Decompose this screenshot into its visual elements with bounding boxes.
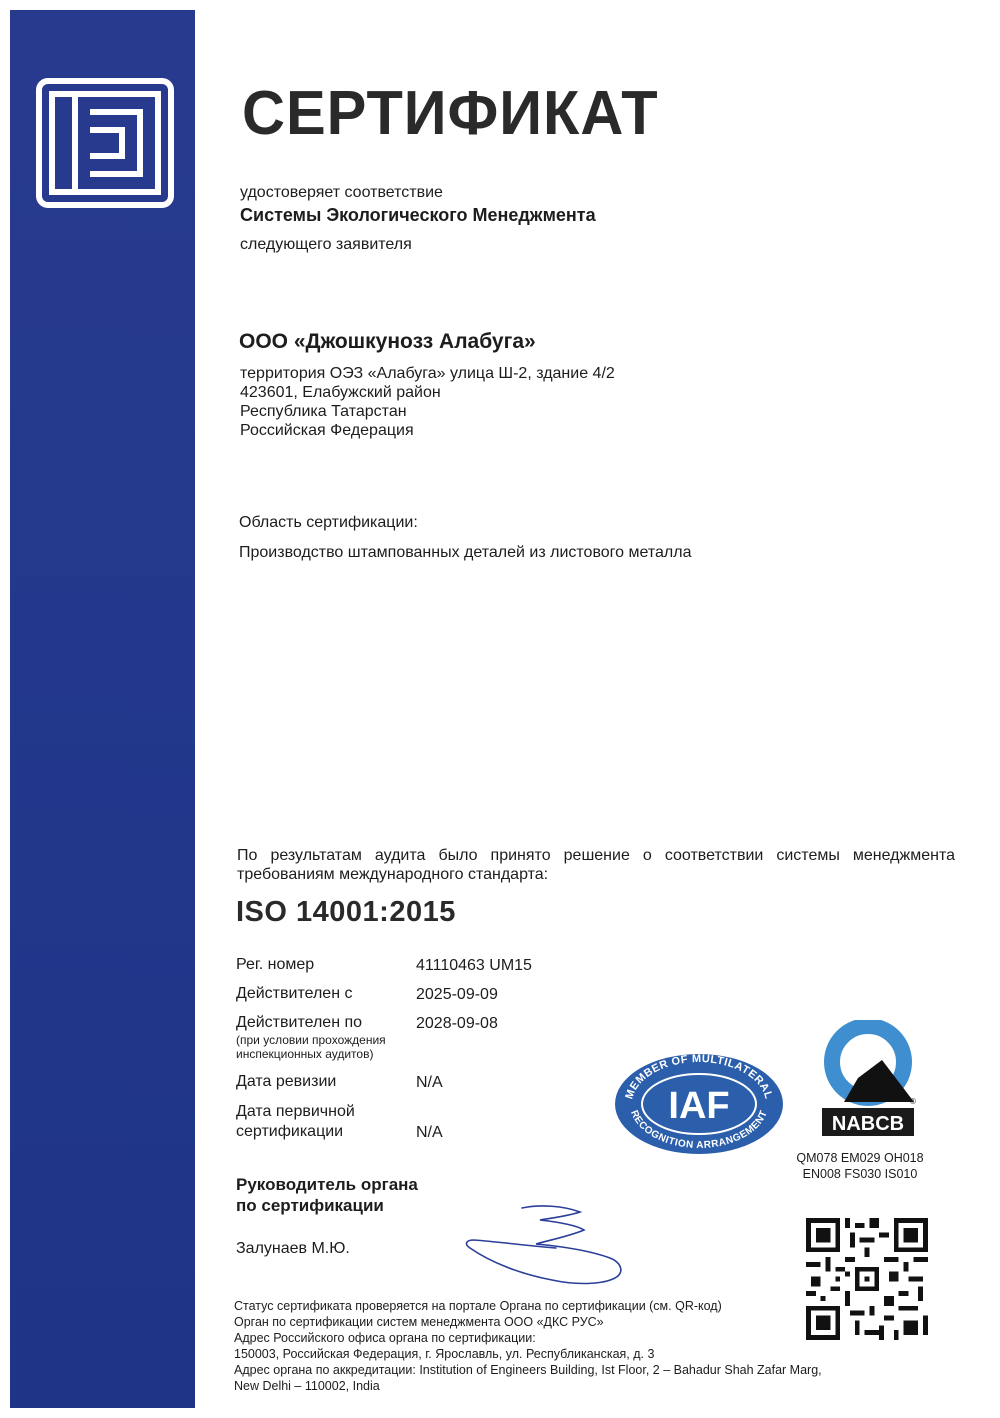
footer-notes — [234, 1298, 894, 1394]
sidebar-band — [10, 10, 195, 1408]
valid-to-note — [236, 1033, 386, 1061]
signature-image — [460, 1200, 640, 1290]
initial-cert-value: N/A — [416, 1124, 443, 1141]
reg-number-value: 41110463 UM15 — [416, 957, 532, 974]
signatory-name: Залунаев М.Ю. — [236, 1240, 350, 1257]
revision-label: Дата ревизии — [236, 1073, 337, 1090]
footer-line: 150003, Российская Федерация, г. Ярославль, ул. Республиканская, д. 3 — [234, 1347, 655, 1361]
management-system: Системы Экологического Менеджмента — [240, 205, 596, 225]
valid-from-label: Действителен с — [236, 985, 353, 1002]
address-line: территория ОЭЗ «Алабуга» улица Ш-2, здание 4/2 — [240, 365, 615, 382]
footer-line: Адрес органа по аккредитации: Institution of Engineers Building, Ist Floor, 2 – Bahadur Shah Zafar Marg, — [234, 1363, 822, 1377]
footer-line: Адрес Российского офиса органа по сертификации: — [234, 1331, 536, 1345]
nabcb-logo-icon — [818, 1020, 918, 1138]
valid-to-value: 2028-09-08 — [416, 1015, 498, 1032]
footer-line: New Delhi – 110002, India — [234, 1379, 380, 1393]
certifies-line: удостоверяет соответствие — [240, 184, 443, 201]
nabcb-registered: ® — [910, 1097, 916, 1106]
revision-value: N/A — [416, 1074, 443, 1091]
iaf-bottom-text: RECOGNITION ARRANGEMENT — [628, 1108, 770, 1152]
scope-label: Область сертификации: — [239, 514, 418, 531]
address-line: 423601, Елабужский район — [240, 384, 441, 401]
reg-number-label: Рег. номер — [236, 956, 315, 973]
footer-line: Статус сертификата проверяется на портале Органа по сертификации (см. QR-код) — [234, 1299, 722, 1313]
iaf-top-text: MEMBER OF MULTILATERAL — [623, 1052, 775, 1101]
iaf-logo-icon — [612, 1052, 786, 1156]
scope-text: Производство штампованных деталей из листового металла — [239, 544, 692, 561]
cs-logo-icon — [36, 78, 174, 208]
footer-line: Орган по сертификации систем менеджмента ООО «ДКС РУС» — [234, 1315, 604, 1329]
applicant-line: следующего заявителя — [240, 236, 412, 253]
valid-to-label: Действителен по — [236, 1014, 363, 1031]
certificate-title: СЕРТИФИКАТ — [242, 79, 659, 148]
company-name: ООО «Джошкунозз Алабуга» — [239, 330, 536, 353]
iaf-mark-text: IAF — [668, 1085, 730, 1127]
accreditation-codes: QM078 EM029 OH018 EN008 FS030 IS010 — [796, 1151, 924, 1181]
valid-from-value: 2025-09-09 — [416, 986, 498, 1003]
signatory-role: Руководитель органа по сертификации — [236, 1175, 418, 1215]
company-address — [240, 364, 615, 440]
valid-to-note-line: инспекционных аудитов) — [236, 1047, 374, 1061]
valid-to-note-line: (при условии прохождения — [236, 1033, 386, 1047]
iso-standard: ISO 14001:2015 — [236, 896, 456, 928]
initial-cert-label: Дата первичной сертификации — [236, 1103, 355, 1140]
address-line: Республика Татарстан — [240, 403, 407, 420]
address-line: Российская Федерация — [240, 422, 414, 439]
nabcb-text: NABCB — [831, 1113, 905, 1135]
audit-decision: По результатам аудита было принято решение о соответствии системы менеджмента требованиям международного стандарта: — [237, 847, 955, 883]
